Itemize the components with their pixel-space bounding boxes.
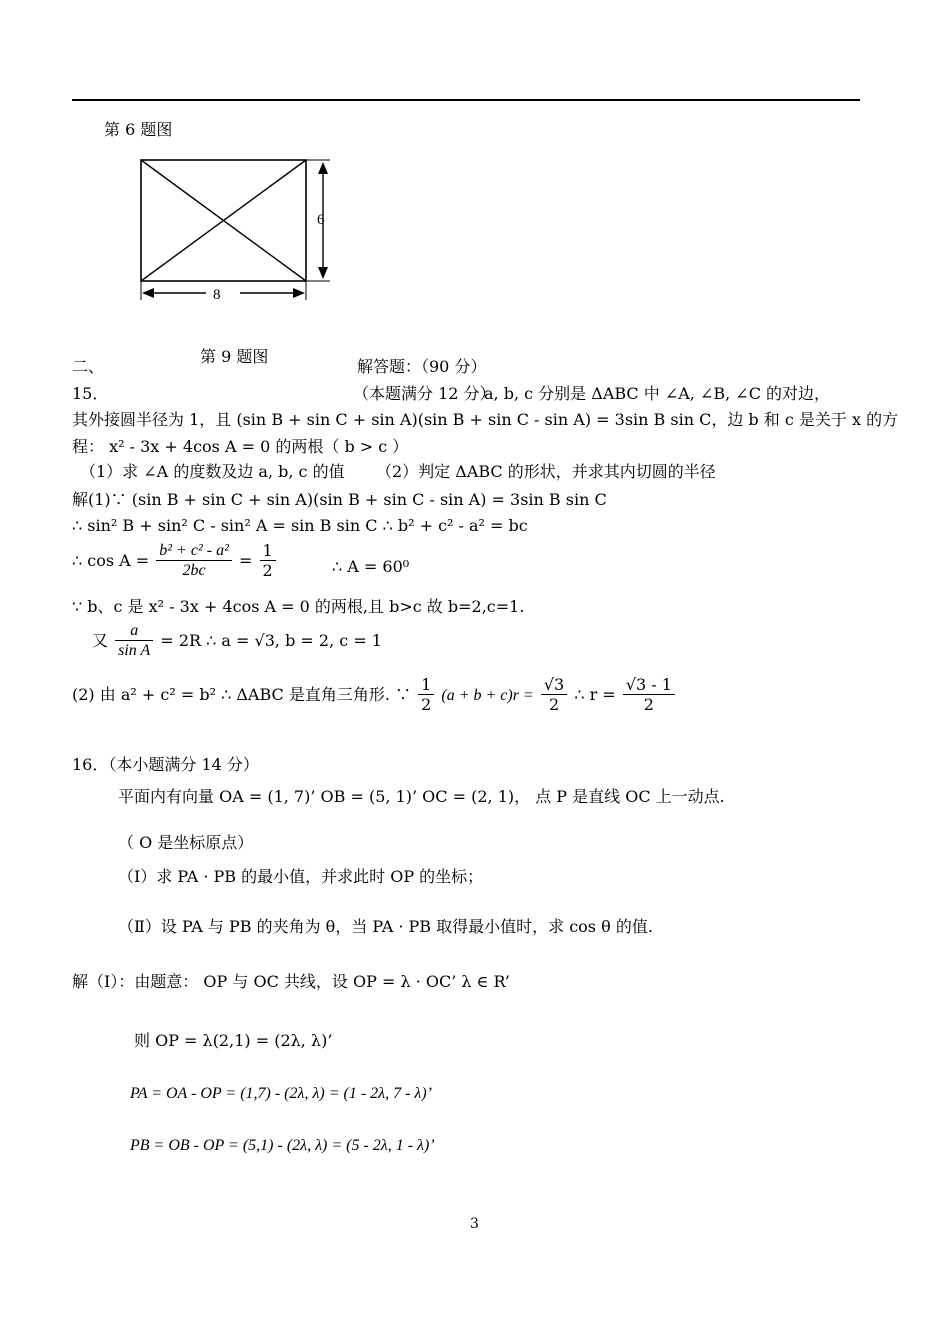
radius-label: ∴ r =: [574, 685, 616, 704]
figure-9-diagram: [120, 150, 350, 310]
q15-solution-line5: [92, 622, 382, 661]
area-den: 2: [548, 695, 560, 714]
q15-number: 15．: [72, 384, 109, 403]
q15-solution-line3: [72, 542, 278, 581]
cos-a-denominator: 2bc: [182, 562, 206, 579]
q15-part2: （2）判定 ΔABC 的形状，并求其内切圆的半径: [376, 462, 716, 481]
width-arrow-left: [142, 288, 154, 298]
q16-line2: （ O 是坐标原点）: [118, 833, 254, 852]
half-fraction: [260, 542, 276, 581]
q16-solution-line4: PB = OB - OP = (5,1) - (2λ, λ) = (5 - 2λ, 1 - λ)’: [130, 1137, 435, 1154]
header-rule: [72, 99, 860, 101]
area-fraction: [541, 676, 567, 715]
radius-fraction: [623, 676, 675, 715]
q15-solution-line6: [72, 676, 677, 715]
section-number: 二、: [72, 357, 105, 376]
q16-solution-line2: 则 OP = λ(2,1) = (2λ, λ)’: [134, 1031, 333, 1050]
radius-den: 2: [643, 695, 654, 714]
height-arrow-bottom: [318, 267, 328, 279]
figure-9-caption: 第 9 题图: [200, 347, 269, 366]
half-numerator: 1: [260, 542, 276, 561]
height-label: 6: [317, 212, 325, 228]
q16-line1: 平面内有向量 OA = (1, 7)’ OB = (5, 1)’ OC = (2, 1)， 点 P 是直线 OC 上一动点.: [118, 787, 725, 806]
radius-num: √3 - 1: [623, 676, 675, 695]
sine-law-numerator: a: [115, 622, 153, 641]
inradius-half-num: 1: [418, 676, 434, 695]
q15-part1: （1）求 ∠A 的度数及边 a, b, c 的值: [80, 462, 345, 481]
inradius-half: [418, 676, 434, 715]
page-number: 3: [470, 1216, 479, 1232]
figure-6-caption: 第 6 题图: [104, 120, 173, 139]
q15-score: （本题满分 12 分）: [353, 384, 496, 403]
q16-part1: （Ⅰ）求 PA · PB 的最小值，并求此时 OP 的坐标；: [118, 867, 484, 886]
width-label: 8: [213, 287, 221, 303]
cos-a-label: ∴ cos A =: [72, 551, 150, 570]
height-arrow-top: [318, 162, 328, 174]
equals-sign: =: [239, 551, 253, 570]
width-arrow-right: [293, 288, 305, 298]
area-num: √3: [541, 676, 567, 695]
half-denominator: 2: [262, 561, 273, 580]
cos-a-fraction: [156, 542, 232, 581]
q15-line3: 程： x² - 3x + 4cos A = 0 的两根（ b > c ）: [72, 437, 409, 456]
q16-part2: （Ⅱ）设 PA 与 PB 的夹角为 θ，当 PA · PB 取得最小值时，求 cos θ 的值.: [118, 917, 653, 936]
cos-a-numerator: b² + c² - a²: [156, 542, 232, 561]
sine-law-denominator: sin A: [118, 642, 151, 659]
you-label: 又: [92, 631, 109, 650]
sine-law-fraction: [115, 622, 153, 661]
section-title: 解答题：（90 分）: [357, 357, 487, 376]
perimeter-expression: (a + b + c)r =: [441, 687, 534, 704]
q15-solution-line4: ∵ b、c 是 x² - 3x + 4cos A = 0 的两根,且 b>c 故 b=2,c=1.: [72, 597, 525, 616]
q15-line1: a, b, c 分别是 ΔABC 中 ∠A, ∠B, ∠C 的对边，: [484, 384, 831, 403]
q16-header: 16．（本小题满分 14 分）: [72, 755, 259, 774]
q16-solution-line1: 解（Ⅰ）：由题意： OP 与 OC 共线，设 OP = λ · OC’ λ ∈ R’: [72, 972, 510, 991]
sine-law-result: = 2R ∴ a = √3, b = 2, c = 1: [160, 631, 382, 650]
q15-solution-line1: 解(1)∵ (sin B + sin C + sin A)(sin B + sin C - sin A) = 3sin B sin C: [72, 490, 607, 509]
inradius-half-den: 2: [421, 695, 432, 714]
q15-line2: 其外接圆半径为 1，且 (sin B + sin C + sin A)(sin B + sin C - sin A) = 3sin B sin C，边 b 和 c 是关于 x 的方: [72, 410, 899, 429]
q15-solution-line2: ∴ sin² B + sin² C - sin² A = sin B sin C ∴ b² + c² - a² = bc: [72, 516, 528, 535]
angle-a-result: ∴ A = 60⁰: [332, 557, 410, 576]
q16-solution-line3: PA = OA - OP = (1,7) - (2λ, λ) = (1 - 2λ, 7 - λ)’: [130, 1085, 432, 1102]
right-triangle-statement: (2) 由 a² + c² = b² ∴ ΔABC 是直角三角形. ∵: [72, 685, 411, 704]
